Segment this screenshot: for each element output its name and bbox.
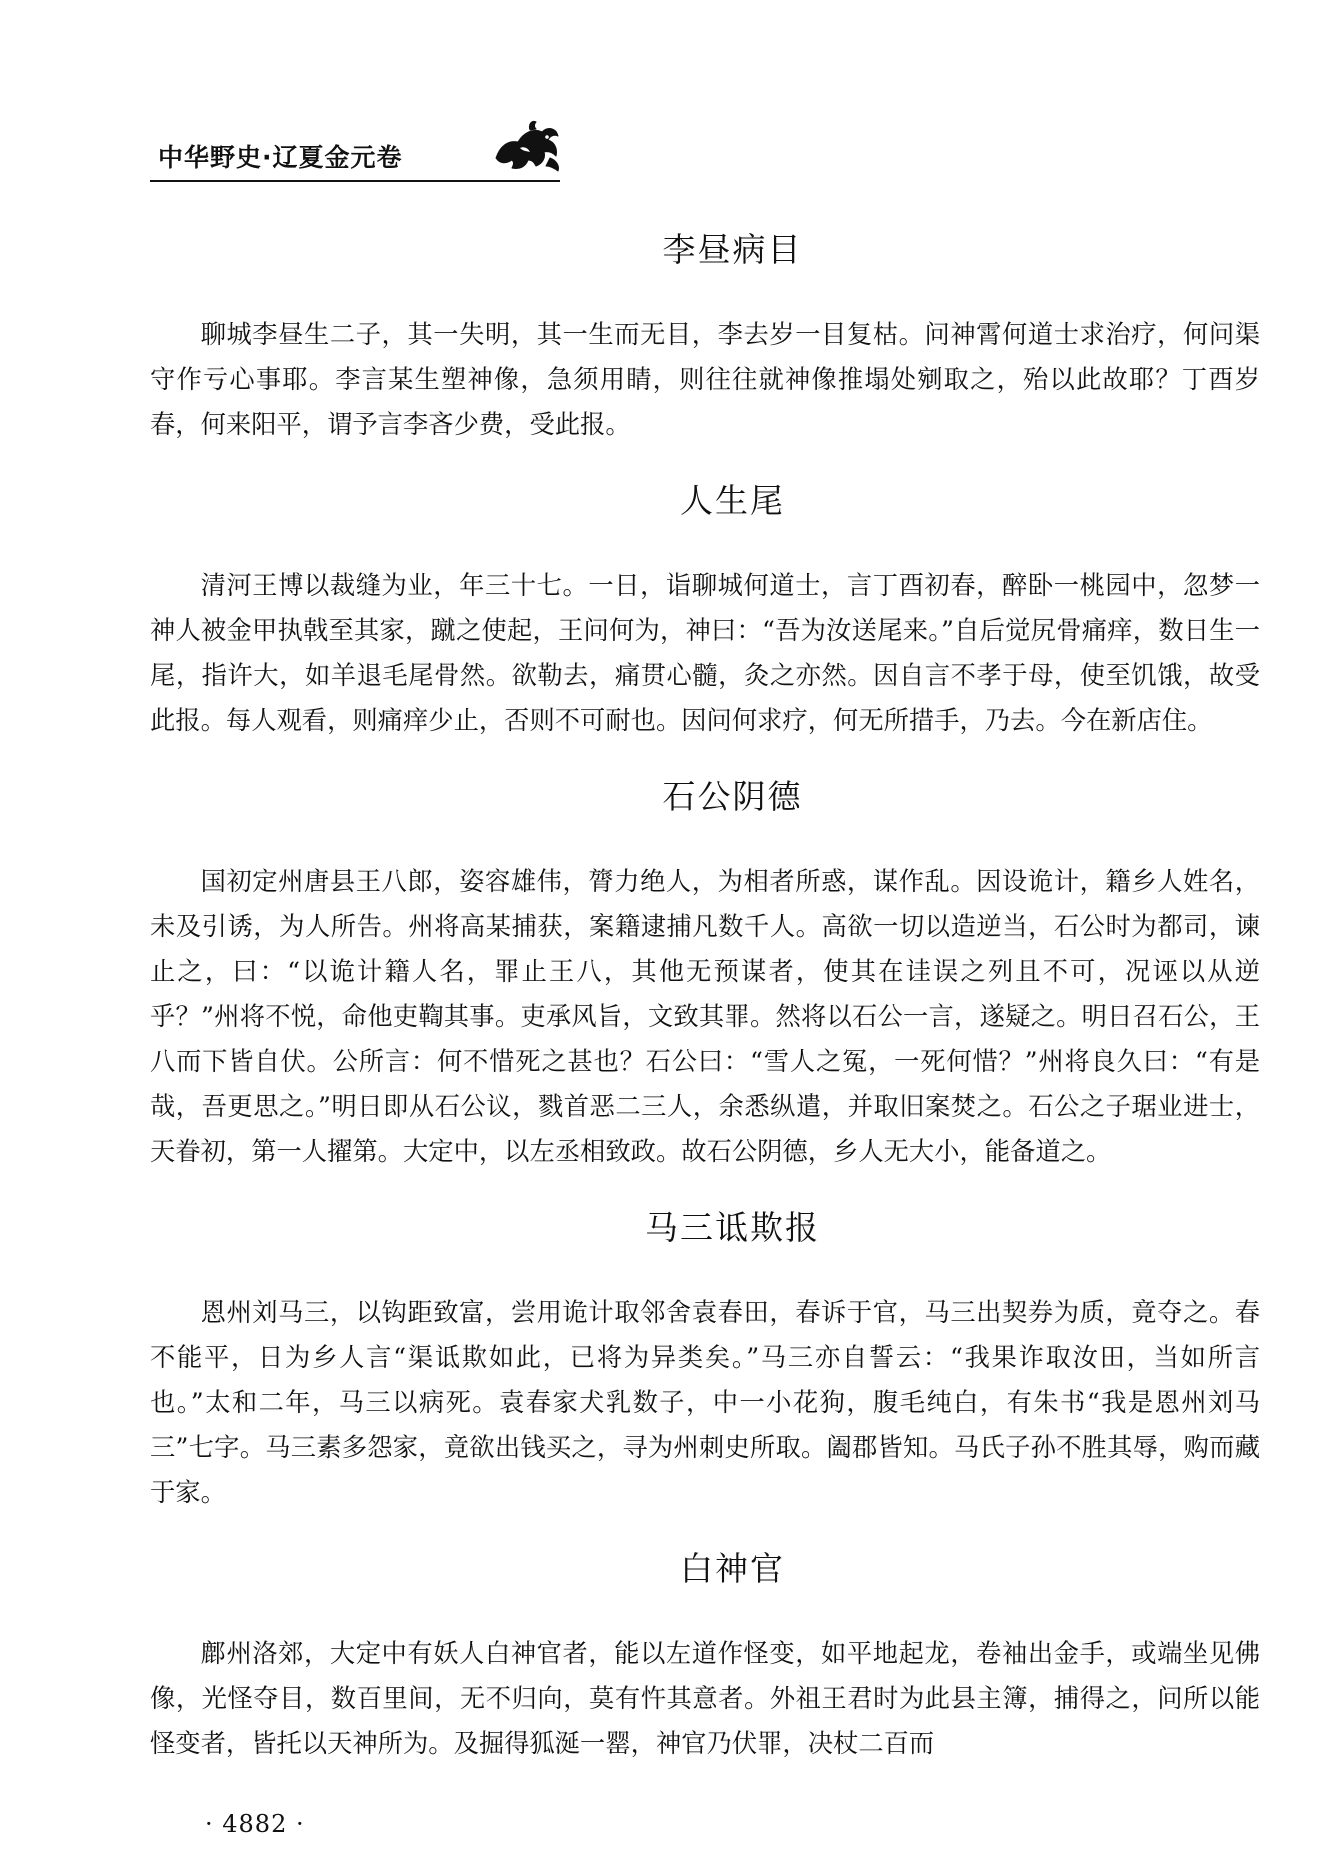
page-number: · 4882 · [205, 1810, 305, 1838]
story-body: 清河王博以裁缝为业，年三十七。一日，诣聊城何道士，言丁酉初春，醉卧一桃园中，忽梦一神人被金甲执戟至其家，蹴之使起，王问何为，神曰：“吾为汝送尾来。”自后觉尻骨痛痒，数日生一尾，指许大，如羊退毛尾骨然。欲勒去，痛贯心髓，灸之亦然。因自言不孝于母，使至饥饿，故受此报。每人观看，则痛痒少止，否则不可耐也。因问何求疗，何无所措手，乃去。今在新店住。 [150, 571, 1260, 735]
header-rule [150, 180, 560, 182]
story [150, 230, 1260, 447]
story-title: 石公阴德 [662, 777, 803, 816]
book-title: 中华野史·辽夏金元卷 [158, 143, 403, 172]
story [150, 1208, 1260, 1515]
story-body: 鄜州洛郊，大定中有妖人白神官者，能以左道作怪变，如平地起龙，卷袖出金手，或端坐见佛像，光怪夺目，数百里间，无不归向，莫有忤其意者。外祖王君时为此县主簿，捕得之，问所以能怪变者，皆托以天神所为。及掘得狐涎一罂，神官乃伏罪，决杖二百而 [150, 1639, 1260, 1758]
running-header [150, 118, 570, 178]
story-body: 恩州刘马三，以钩距致富，尝用诡计取邻舍袁春田，春诉于官，马三出契券为质，竟夺之。春不能平，日为乡人言“渠诋欺如此，已将为异类矣。”马三亦自誓云：“我果诈取汝田，当如所言也。”太和二年，马三以病死。袁春家犬乳数子，中一小花狗，腹毛纯白，有朱书“我是恩州刘马三”七字。马三素多怨家，竟欲出钱买之，寻为州刺史所取。阖郡皆知。马氏子孙不胜其辱，购而藏于家。 [150, 1298, 1260, 1507]
story-title: 人生尾 [680, 481, 785, 520]
story-title: 李昼病目 [662, 230, 803, 269]
story [150, 1549, 1260, 1766]
story-title: 白神官 [680, 1549, 785, 1588]
story [150, 777, 1260, 1174]
story-title: 马三诋欺报 [645, 1208, 820, 1247]
page-content [150, 230, 1260, 1800]
story [150, 481, 1260, 743]
story-body: 国初定州唐县王八郎，姿容雄伟，膂力绝人，为相者所惑，谋作乱。因设诡计，籍乡人姓名，未及引诱，为人所告。州将高某捕获，案籍逮捕凡数千人。高欲一切以造逆当，石公时为都司，谏止之，曰：“以诡计籍人名，罪止王八，其他无预谋者，使其在诖误之列且不可，况诬以从逆乎？”州将不悦，命他吏鞫其事。吏承风旨，文致其罪。然将以石公一言，遂疑之。明日召石公，王八而下皆自伏。公所言：何不惜死之甚也？石公曰：“雪人之冤，一死何惜？”州将良久曰：“有是哉，吾更思之。”明日即从石公议，戮首恶二三人，余悉纵遣，并取旧案焚之。石公之子琚业进士，天眷初，第一人擢第。大定中，以左丞相致政。故石公阴德，乡人无大小，能备道之。 [150, 867, 1260, 1166]
story-body: 聊城李昼生二子，其一失明，其一生而无目，李去岁一目复枯。问神霄何道士求治疗，何问渠守作亏心事耶。李言某生塑神像，急须用睛，则往往就神像推塌处剜取之，殆以此故耶？丁酉岁春，何来阳平，谓予言李吝少费，受此报。 [150, 320, 1260, 439]
dragon-emblem-icon [490, 118, 565, 173]
